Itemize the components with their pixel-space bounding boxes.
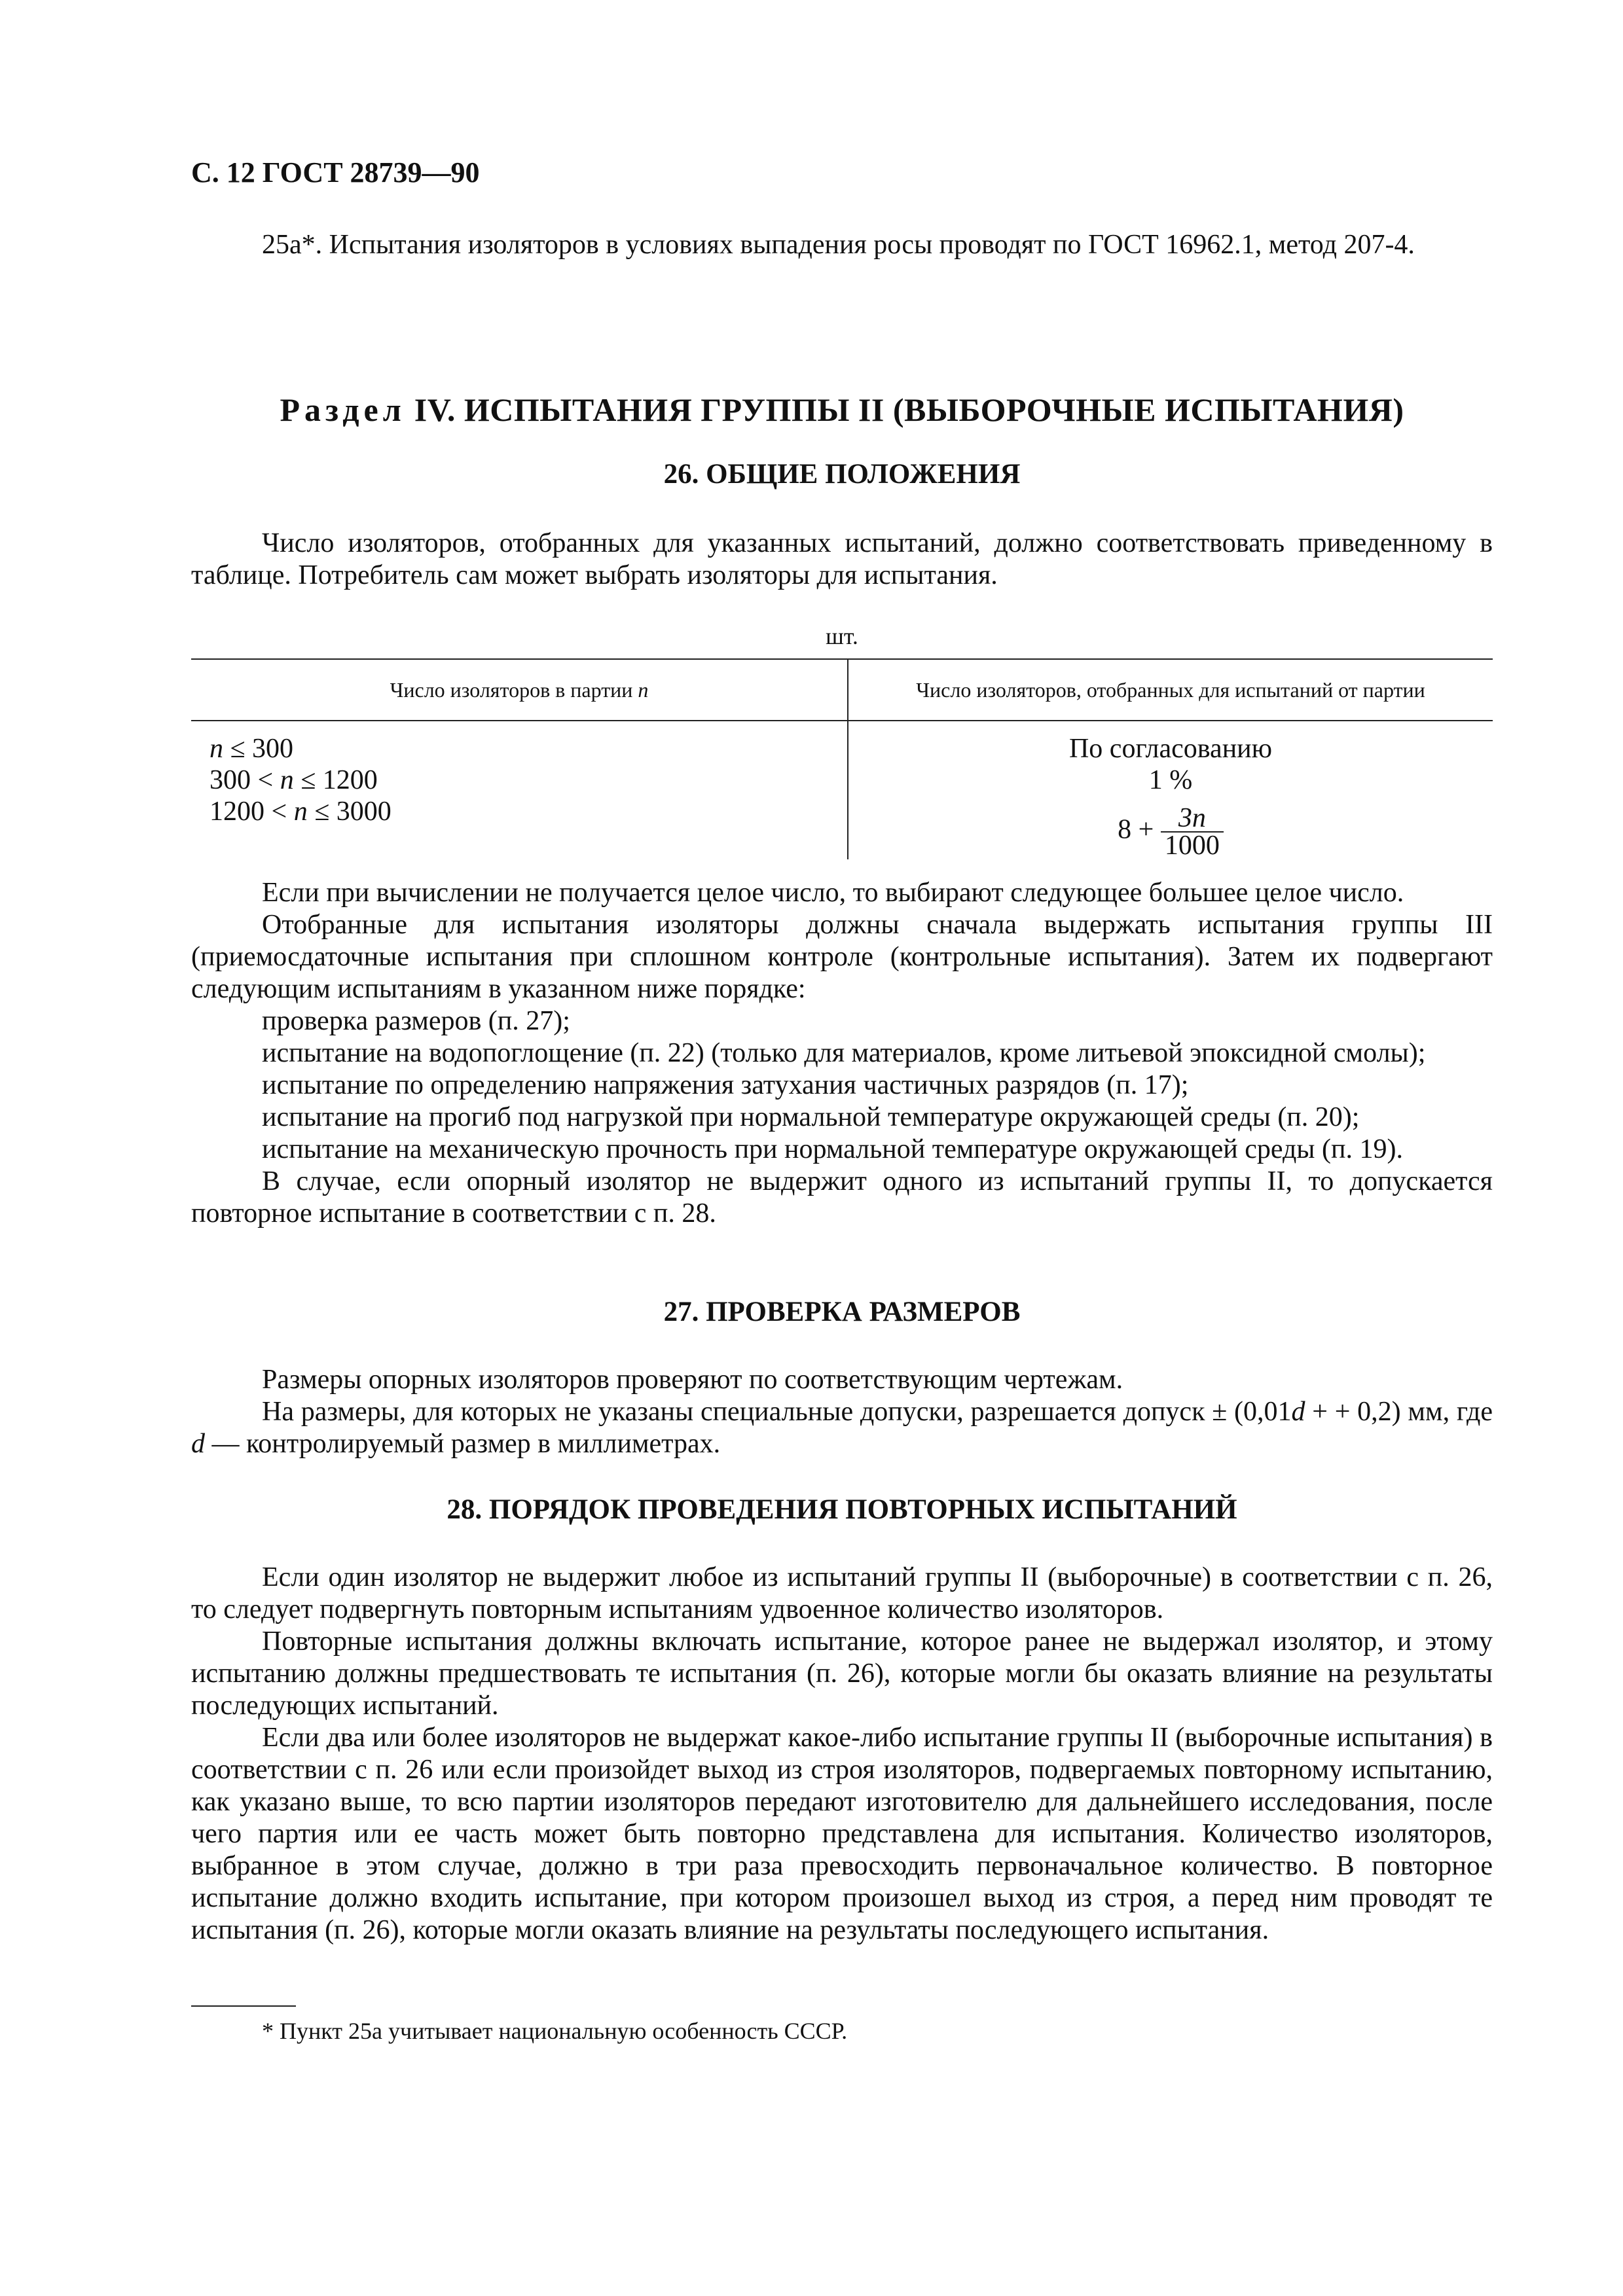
- paragraph: Если при вычислении не получается целое число, то выбирают следующее большее целое число.: [262, 878, 1404, 908]
- formula-fraction: [1161, 805, 1224, 859]
- heading-28: 28. ПОРЯДОК ПРОВЕДЕНИЯ ПОВТОРНЫХ ИСПЫТАНИЙ: [447, 1494, 1237, 1525]
- lot-range-1: n ≤ 300: [210, 734, 294, 764]
- list-item: испытание на прогиб под нагрузкой при нормальной температуре окружающей среды (п. 20);: [262, 1102, 1360, 1132]
- heading-27: 27. ПРОВЕРКА РАЗМЕРОВ: [663, 1297, 1021, 1327]
- list-item: испытание по определению напряжения затухания частичных разрядов (п. 17);: [262, 1070, 1189, 1100]
- sample-size-table: [191, 658, 1493, 859]
- formula-numerator: 3n: [1161, 805, 1224, 833]
- table-row: [191, 721, 1493, 859]
- formula-lead: 8 +: [1118, 814, 1154, 845]
- sample-size-2: 1 %: [1148, 765, 1193, 795]
- s27-p2: На размеры, для которых не указаны специальные допуски, разрешается допуск ± (0,01d + + 0,2) мм, где d — контролируемый размер в миллиметрах.: [191, 1397, 1493, 1459]
- paragraph: Если один изолятор не выдержит любое из испытаний группы II (выборочные) в соответствии с п. 26, то следует подвергнуть повторным испытаниям удвоенное количество изоляторов.: [191, 1562, 1493, 1624]
- paragraph: Если два или более изоляторов не выдержат какое-либо испытание группы II (выборочные испытания) в соответствии с п. 26 или если произойдет выход из строя изоляторов, подвергаемых повторному испытанию, как указано выше, то всю партии изоляторов передают изготовителю для дальнейшего исследования, после чего партия или ее часть может быть повторно представлена для испытания. Количество изоляторов, выбранное в этом случае, должно в три раза превосходить первоначальное количество. В повторное испытание должно входить испытание, при котором произошел выход из строя, а перед ним проводят те испытания (п. 26), которые могли оказать влияние на результаты последующего испытания.: [191, 1723, 1493, 1945]
- sample-size-1: По согласованию: [1068, 734, 1273, 764]
- list-item: испытание на водопоглощение (п. 22) (только для материалов, кроме литьевой эпоксидной смолы);: [262, 1038, 1426, 1068]
- s28-block: [191, 1562, 1493, 1946]
- section-title-text: IV. ИСПЫТАНИЯ ГРУППЫ II (ВЫБОРОЧНЫЕ ИСПЫТАНИЯ): [414, 391, 1404, 428]
- lot-range-3: 1200 < n ≤ 3000: [210, 797, 392, 827]
- s27-block: [191, 1364, 1493, 1460]
- s26-intro: Число изоляторов, отобранных для указанных испытаний, должно соответствовать приведенному в таблице. Потребитель сам может выбрать изоляторы для испытания.: [191, 528, 1493, 590]
- list-item: проверка размеров (п. 27);: [262, 1006, 570, 1036]
- s26-intro-block: [191, 528, 1493, 592]
- section-title: [191, 391, 1493, 429]
- section-prefix: Раздел: [280, 391, 406, 428]
- s26-after-table: [191, 877, 1493, 1230]
- footnote: * Пункт 25а учитывает национальную особенность СССР.: [262, 2018, 848, 2044]
- table-cell-right: [848, 721, 1493, 859]
- formula-denominator: 1000: [1164, 831, 1220, 861]
- paragraph: В случае, если опорный изолятор не выдержит одного из испытаний группы II, то допускается повторное испытание в соответствии с п. 28.: [191, 1166, 1493, 1229]
- table-cell-left: [191, 721, 848, 859]
- list-item: испытание на механическую прочность при нормальной температуре окружающей среды (п. 19).: [262, 1134, 1403, 1164]
- intro-block: [191, 229, 1493, 261]
- sample-size-formula: [849, 805, 1492, 859]
- table-col2-header: Число изоляторов, отобранных для испытаний от партии: [848, 659, 1493, 721]
- heading-26: 26. ОБЩИЕ ПОЛОЖЕНИЯ: [663, 459, 1021, 490]
- table-unit: шт.: [826, 623, 858, 649]
- running-head: С. 12 ГОСТ 28739—90: [191, 156, 480, 188]
- lot-range-2: 300 < n ≤ 1200: [210, 765, 378, 795]
- table-header-row: [191, 659, 1493, 721]
- s27-p1: Размеры опорных изоляторов проверяют по соответствующим чертежам.: [262, 1365, 1123, 1395]
- footnote-rule: [191, 2005, 296, 2007]
- table-col1-header: Число изоляторов в партии n: [191, 659, 848, 721]
- paragraph: Отобранные для испытания изоляторы должны сначала выдержать испытания группы III (приемосдаточные испытания при сплошном контроле (контрольные испытания). Затем их подвергают следующим испытаниям в указанном ниже порядке:: [191, 910, 1493, 1004]
- paragraph: Повторные испытания должны включать испытание, которое ранее не выдержал изолятор, и этому испытанию должны предшествовать те испытания (п. 26), которые могли бы оказать влияние на результаты последующих испытаний.: [191, 1626, 1493, 1721]
- paragraph-25a: 25а*. Испытания изоляторов в условиях выпадения росы проводят по ГОСТ 16962.1, метод 207-4.: [262, 230, 1415, 260]
